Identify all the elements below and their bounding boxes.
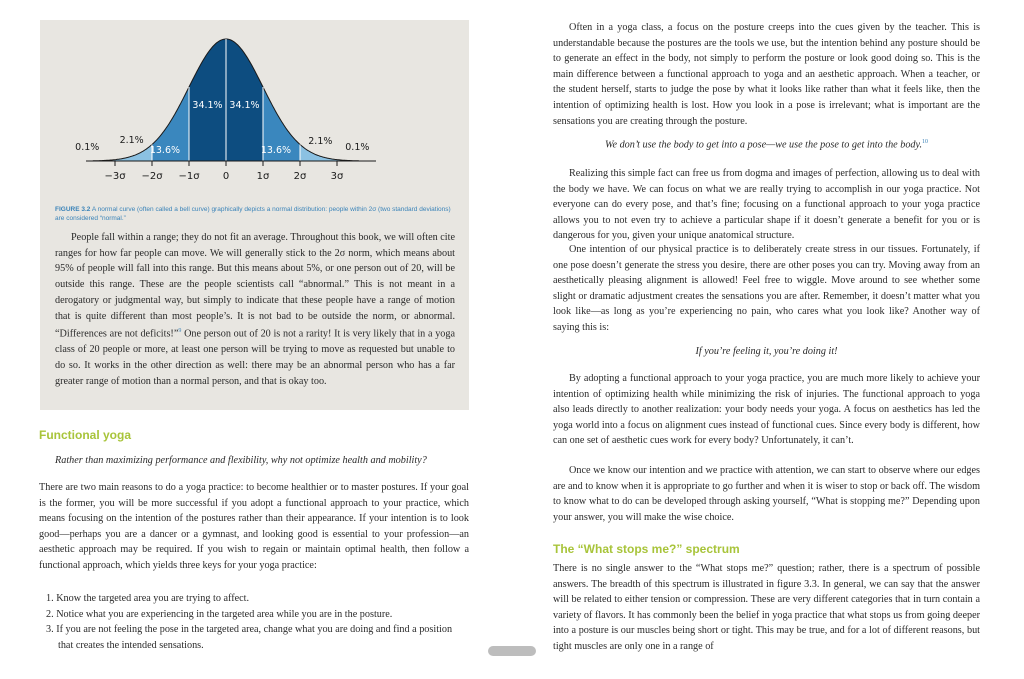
figure-caption-text: A normal curve (often called a bell curve) graphically depicts a normal distribution: people within 2σ (two standard deviations) are considered “normal.” [55,205,451,222]
normal-curve-figure [40,20,469,195]
box-paragraph-part1: People fall within a range; they do not fit an average. Throughout this book, we will often cite ranges for how far people can move. We will generally stick to the 2σ norm, which means about 95% of people will fall into this range. But this means about 5%, or one person out of 20, will be outside this range. These are the people scientists call “abnormal.” This is not meant in a derogatory or judgmental way, but simply to indicate that these people have a range of motion that is quite different than most people’s. It is not bad to be outside the norm, or abnormal. “Differences are not deficits!” [55,232,455,340]
figure-sidebar-box [40,20,469,410]
paragraph-6: There is no single answer to the “What stops me?” question; rather, there is a spectrum of possible answers. The breadth of this spectrum is illustrated in figure 3.3. In general, we can say that the answer will be related to either tension or compression. These are very different categories that in turn contain a variety of flavors. It has commonly been the belief in yoga practice that what stops us from going deeper into a posture is our muscles being short or tight. This may be true, and for a lot of different reasons, but tight muscles are only one in a range of [553,563,980,652]
footnote-ref-10[interactable]: 10 [922,139,929,145]
keys-list [38,591,458,653]
area-label-right-2: 2.1% [308,136,333,147]
area-label-left-13: 13.6% [149,145,181,156]
quote-1 [553,139,980,150]
footnote-ref-9[interactable]: 9 [178,328,182,335]
quote-2: If you’re feeling it, you’re doing it! [695,346,838,357]
paragraph-3: One intention of our physical practice is to deliberately create stress in our tissues. Fortunately, if one pose doesn’t generate the stress you desire, there are other poses you can try. Moving away from an aesthetically pleasing alignment is allowed! Feel free to wiggle. Move around to see whether some slight or dramatic adjustment creates the sensations you are after. Remember, it doesn’t matter what you look like—as long as you’re experiencing no pain, who cares what you look like? Another way of saying this is: [553,244,980,333]
section-heading-what-stops-me: The “What stops me?” spectrum [553,542,740,556]
tick-label: −3σ [104,171,126,182]
paragraph-4: By adopting a functional approach to your yoga practice, you are much more likely to achieve your intention of optimizing health while minimizing the risk of injuries. The functional approach to yoga also leads directly to another realization: your body needs your yoga. A focus on aesthetics has led the yoga world into a focus on alignment cues instead of functional cues. Since every body is different, how can one set of aesthetic cues work for every body? Unfortunately, it can’t. [553,373,980,447]
horizontal-scrollbar-thumb[interactable] [488,646,536,656]
tick-label: −2σ [141,171,163,182]
section-heading-functional-yoga: Functional yoga [39,428,132,442]
list-item: 1. Know the targeted area you are trying to affect. [46,593,250,604]
italic-question: Rather than maximizing performance and flexibility, why not optimize health and mobility? [55,455,427,466]
functional-yoga-paragraph: There are two main reasons to do a yoga practice: to become healthier or to master postures. If your goal is the former, you will be more successful if you adopt a functional approach to your practice, which means focusing on the intention of the postures rather than their appearance. If your intention is to look good—perhaps you are a dancer or a gymnast, and looking good is essential to your profession—an aesthetic approach may be required. If you wish to regain or maintain optimal health, then follow a functional approach, which yields three keys for your yoga practice: [39,482,469,571]
list-item: 2. Notice what you are experiencing in the targeted area while you are in the posture. [46,608,393,620]
area-label-right-34: 34.1% [229,100,260,111]
figure-label: FIGURE 3.2 [55,205,91,213]
tick-label: 0 [222,171,230,182]
area-label-right-13: 13.6% [260,145,292,156]
paragraph-2: Realizing this simple fact can free us from dogma and images of perfection, allowing us to deal with the body we have. We can focus on what we are really trying to accomplish in our yoga practice. Not everyone can do every pose, and that’s fine; focusing on a functional approach to your yoga practice allows you to not even try to achieve a particular shape if it doesn’t generate a benefit for you or is dangerous for you, given your unique anatomical structure. [553,168,980,242]
figure-caption [55,205,455,223]
tick-label: 1σ [256,171,270,182]
box-paragraph-part2: One person out of 20 is not a rarity! It is very likely that in a yoga class of 20 people or more, at least one person will be trying to move as requested but unable to do so. It works in the other direction as well: there may be an abnormal person who has a far greater range of motion than a normal person, and that is okay too. [55,328,455,387]
paragraph-5: Once we know our intention and we practice with attention, we can start to observe where our edges are and to know when it is appropriate to go further and when it is wiser to stop or back off. The wisdom to know what to do can be developed through asking yourself, “What is stopping me?” Depending upon your answer, you will make the wise choice. [553,465,980,523]
area-label-left-2: 2.1% [119,135,144,146]
area-label-far-left: 0.1% [75,142,100,153]
area-label-left-34: 34.1% [192,100,223,111]
box-paragraph [55,230,455,389]
quote-1-text: We don’t use the body to get into a pose—we use the pose to get into the body. [604,139,923,151]
tick-label: 2σ [293,171,307,182]
area-label-far-right: 0.1% [345,142,370,153]
list-item: 3. If you are not feeling the pose in the targeted area, change what you are doing and find a position that creates the intended sensations. [46,624,453,651]
right-page [512,0,1024,679]
tick-label: 3σ [330,171,344,182]
tick-label: −1σ [178,171,200,182]
paragraph-1: Often in a yoga class, a focus on the posture creeps into the cues given by the teacher. This is understandable because the postures are the tools we use, but the intention behind any posture should be to generate an effect in the body, not simply to perform the posture or look good doing so. This is the main difference between a functional approach to yoga and an aesthetic approach. When a teacher, or the student herself, starts to judge the pose by what it looks like rather than what it feels like, then the intention of optimizing health is lost. How you look in a pose is irrelevant; what is important are the sensations you are creating through the posture. [553,22,980,127]
